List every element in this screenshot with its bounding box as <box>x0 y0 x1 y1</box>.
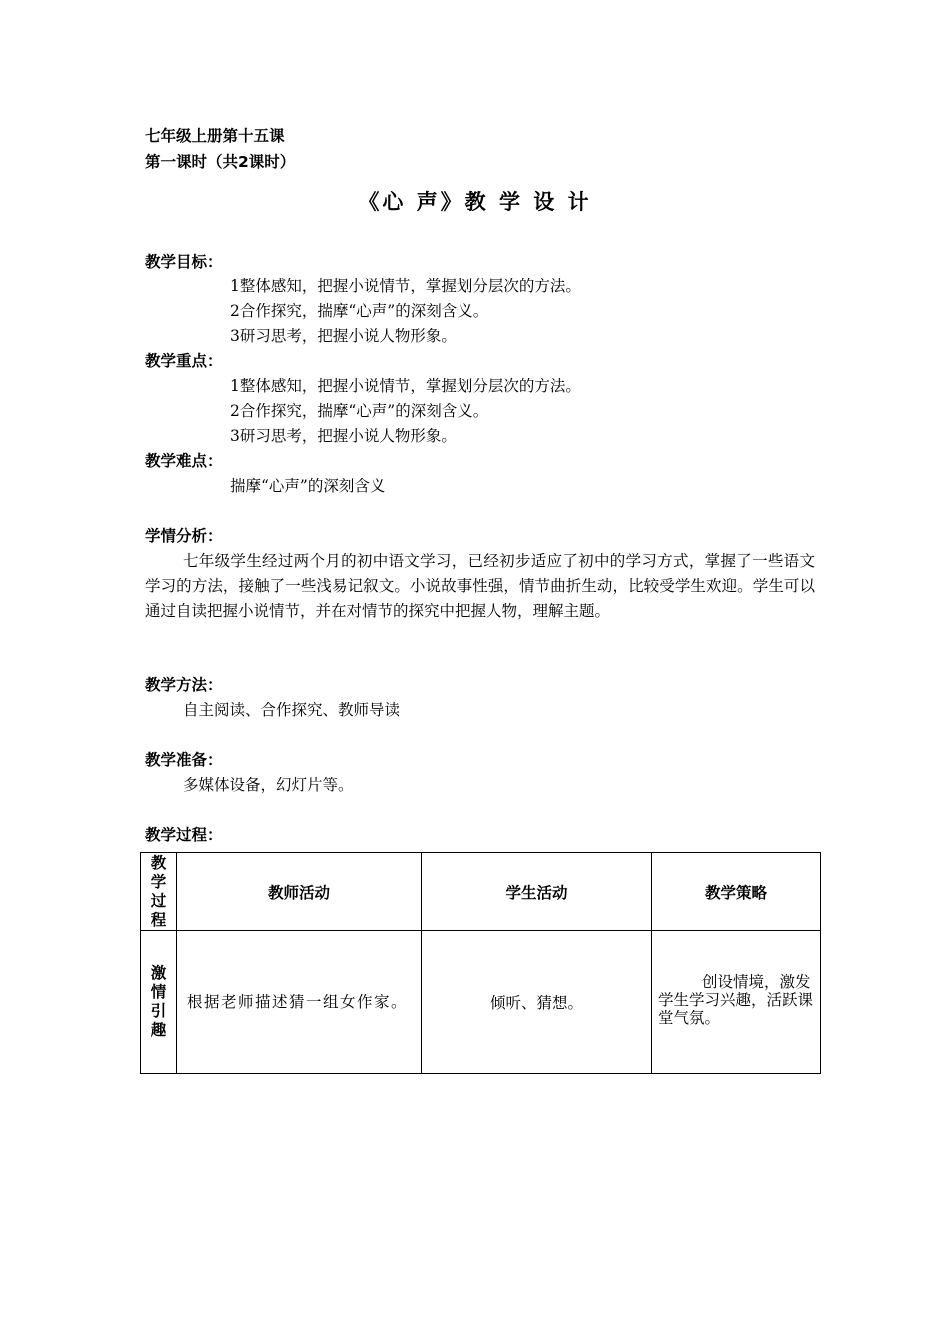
table-row <box>141 931 821 1074</box>
document-title: 《心 声》教 学 设 计 <box>358 190 592 214</box>
methods-text: 自主阅读、合作探究、教师导读 <box>183 701 401 719</box>
goal-item: 2合作探究，揣摩“心声”的深刻含义。 <box>230 302 489 320</box>
process-heading: 教学过程： <box>145 826 223 844</box>
header-cell-teacher: 教师活动 <box>177 853 422 931</box>
analysis-heading: 学情分析： <box>145 527 223 545</box>
table-header-row <box>141 853 821 931</box>
header-cell-student: 学生活动 <box>422 853 652 931</box>
methods-heading: 教学方法： <box>145 676 223 694</box>
difficulties-heading: 教学难点： <box>145 452 223 470</box>
student-activity-cell: 倾听、猜想。 <box>422 931 652 1074</box>
difficulty-text: 揣摩“心声”的深刻含义 <box>230 477 386 495</box>
strategy-cell: 创设情境，激发学生学习兴趣，活跃课堂气氛。 <box>652 931 821 1074</box>
analysis-paragraph: 七年级学生经过两个月的初中语文学习，已经初步适应了初中的学习方式，掌握了一些语文学习的方法，接触了一些浅易记叙文。小说故事性强，情节曲折生动，比较受学生欢迎。学生可以通过自读把握小说情节，并在对情节的探究中把握人物，理解主题。 <box>145 552 815 620</box>
key-points-heading: 教学重点： <box>145 352 223 370</box>
preparation-heading: 教学准备： <box>145 751 223 769</box>
stage-cell: 激情引趣 <box>141 931 177 1074</box>
key-point-item: 3研习思考，把握小说人物形象。 <box>230 427 457 445</box>
key-point-item: 2合作探究，揣摩“心声”的深刻含义。 <box>230 402 489 420</box>
goal-item: 1整体感知，把握小说情节，掌握划分层次的方法。 <box>230 277 581 295</box>
header-cell-stage: 教学过程 <box>141 853 177 931</box>
goals-heading: 教学目标： <box>145 253 223 271</box>
goal-item: 3研习思考，把握小说人物形象。 <box>230 327 457 345</box>
teacher-activity-cell: 根据老师描述猜一组女作家。 <box>177 931 422 1074</box>
preparation-text: 多媒体设备，幻灯片等。 <box>183 776 354 794</box>
process-table <box>140 852 821 1074</box>
course-label: 七年级上册第十五课 <box>145 127 285 145</box>
key-point-item: 1整体感知，把握小说情节，掌握划分层次的方法。 <box>230 377 581 395</box>
session-label: 第一课时（共2课时） <box>145 153 296 171</box>
header-cell-strategy: 教学策略 <box>652 853 821 931</box>
